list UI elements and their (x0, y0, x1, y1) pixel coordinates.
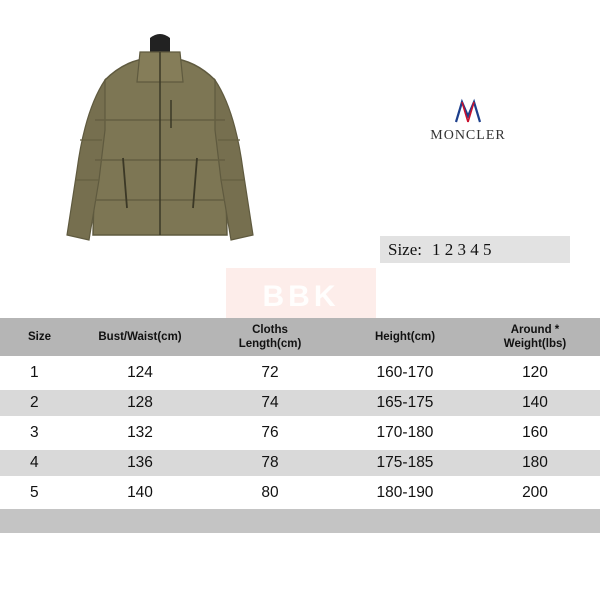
available-sizes (380, 236, 570, 263)
hanger-icon (150, 34, 170, 54)
cell-size: 1 (30, 364, 39, 381)
cell-size: 3 (30, 424, 39, 441)
cell-weight: 180 (522, 454, 548, 471)
header-size: Size (28, 331, 52, 343)
table-footer-bar (0, 509, 600, 533)
cell-length: 78 (261, 454, 279, 471)
cell-weight: 200 (522, 484, 548, 501)
size-chart-table (0, 318, 600, 533)
sizes-values: 1 2 3 4 5 (432, 239, 492, 259)
cell-size: 5 (30, 484, 39, 501)
cell-length: 72 (261, 364, 279, 381)
cell-height: 160-170 (376, 364, 434, 381)
header-weight-line2: Weight(lbs) (503, 338, 567, 350)
table-header (0, 318, 600, 356)
cell-height: 180-190 (376, 484, 434, 501)
table-row (0, 450, 600, 476)
table-row (0, 420, 600, 446)
header-weight (470, 323, 600, 351)
product-image (55, 30, 265, 250)
cell-bust: 136 (127, 454, 153, 471)
cell-height: 175-185 (376, 454, 434, 471)
cell-bust: 132 (127, 424, 153, 441)
cell-size: 4 (30, 454, 39, 471)
header-length (200, 323, 340, 351)
cell-length: 80 (261, 484, 279, 501)
table-row (0, 360, 600, 386)
header-height: Height(cm) (374, 331, 436, 343)
cell-bust: 128 (127, 394, 153, 411)
brand-name: MONCLER (430, 128, 506, 143)
cell-weight: 160 (522, 424, 548, 441)
cell-length: 76 (261, 424, 279, 441)
header-length-line1: Cloths (252, 324, 288, 336)
moncler-logo-icon (452, 96, 484, 126)
table-row (0, 390, 600, 416)
jacket-illustration (55, 30, 265, 250)
header-bust: Bust/Waist(cm) (98, 331, 182, 343)
header-length-line2: Length(cm) (238, 338, 302, 350)
cell-size: 2 (30, 394, 39, 411)
cell-height: 170-180 (376, 424, 434, 441)
header-weight-line1: Around * (510, 324, 560, 336)
table-row (0, 480, 600, 506)
watermark-text: BBK (262, 280, 340, 313)
sizes-label: Size: (388, 239, 422, 259)
cell-weight: 120 (522, 364, 548, 381)
cell-length: 74 (261, 394, 279, 411)
brand-logo (418, 96, 518, 156)
cell-height: 165-175 (376, 394, 434, 411)
cell-bust: 124 (127, 364, 153, 381)
cell-weight: 140 (522, 394, 548, 411)
cell-bust: 140 (127, 484, 153, 501)
